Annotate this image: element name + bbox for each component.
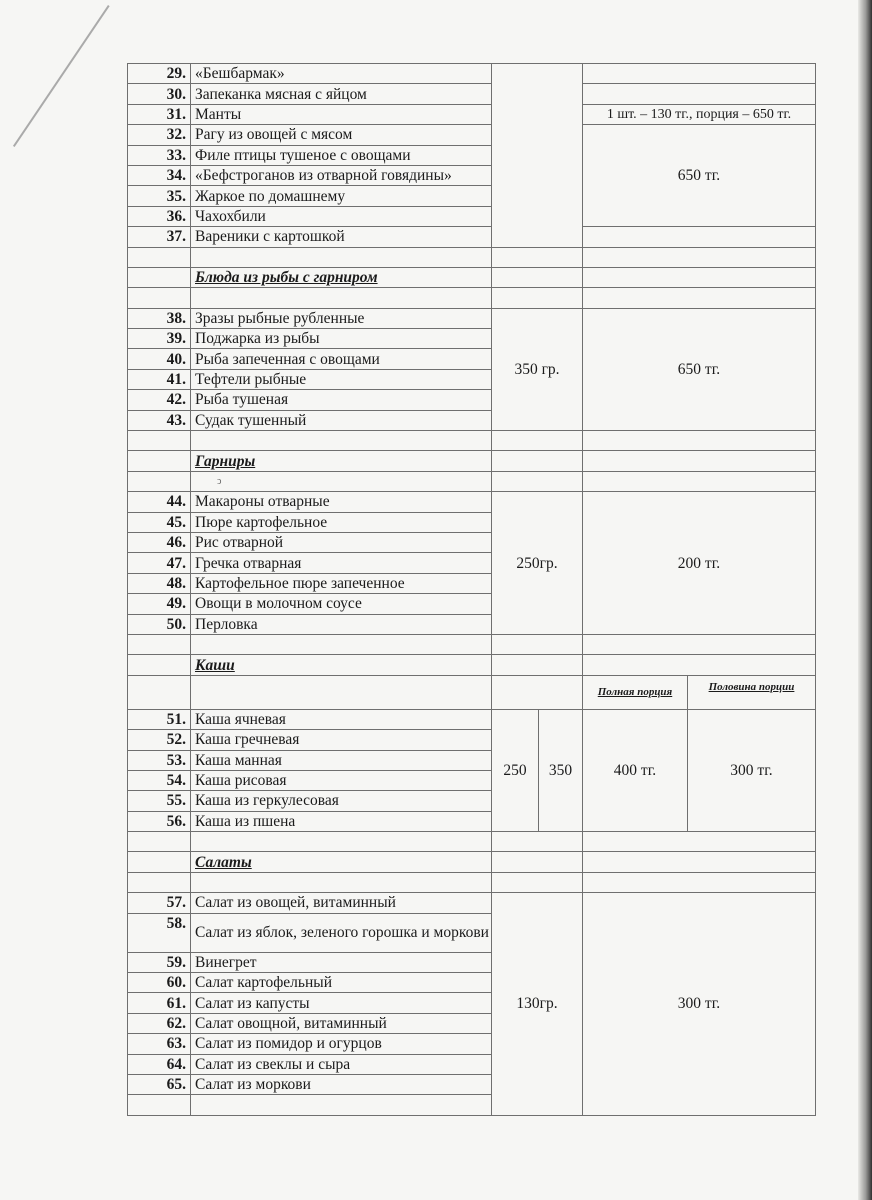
item-name: Поджарка из рыбы (191, 329, 492, 349)
table-row (128, 104, 816, 124)
table-row (128, 709, 816, 729)
item-name: Чахохбили (191, 206, 492, 226)
item-number: 39. (128, 329, 191, 349)
table-row (128, 64, 816, 84)
item-name: Рагу из овощей с мясом (191, 125, 492, 145)
item-name: Салат из моркови (191, 1074, 492, 1094)
item-name: Каша из геркулесовая (191, 791, 492, 811)
item-name: Картофельное пюре запеченное (191, 573, 492, 593)
item-name: Салат из капусты (191, 993, 492, 1013)
scan-artifact-line (13, 5, 110, 147)
table-row (128, 893, 816, 913)
item-number: 43. (128, 410, 191, 430)
meat-price: 650 тг. (583, 125, 816, 227)
price-cell (583, 227, 816, 247)
item-name: Рыба тушеная (191, 390, 492, 410)
item-name: Пюре картофельное (191, 512, 492, 532)
table-row (128, 125, 816, 145)
porridge-price-half: 300 тг. (688, 709, 816, 831)
spacer-row (128, 471, 816, 491)
item-name: «Бешбармак» (191, 64, 492, 84)
full-portion-header: Полная порция (583, 675, 688, 709)
item-number: 38. (128, 308, 191, 328)
item-name: Салат из овощей, витаминный (191, 893, 492, 913)
item-number: 58. (128, 913, 191, 952)
item-name: Каша ячневая (191, 709, 492, 729)
item-number: 50. (128, 614, 191, 634)
item-name: Салат из свеклы и сыра (191, 1054, 492, 1074)
item-number: 53. (128, 750, 191, 770)
porridge-price-full: 400 тг. (583, 709, 688, 831)
item-number: 32. (128, 125, 191, 145)
item-number: 57. (128, 893, 191, 913)
price-cell (583, 64, 816, 84)
item-name: Гречка отварная (191, 553, 492, 573)
table-row (128, 492, 816, 512)
garnish-weight: 250гр. (492, 492, 583, 635)
item-name: Судак тушенный (191, 410, 492, 430)
spacer-row (128, 634, 816, 654)
section-row (128, 655, 816, 675)
price-cell (583, 84, 816, 104)
table-row (128, 84, 816, 104)
item-number: 44. (128, 492, 191, 512)
item-name: Винегрет (191, 952, 492, 972)
subheader-row (128, 675, 816, 709)
item-name: Зразы рыбные рубленные (191, 308, 492, 328)
item-name: Салат из яблок, зеленого горошка и моркови (191, 913, 492, 952)
item-number: 33. (128, 145, 191, 165)
menu-price-table (127, 63, 816, 1116)
item-number: 42. (128, 390, 191, 410)
item-number: 64. (128, 1054, 191, 1074)
porridge-weight-half: 250 (492, 709, 539, 831)
scan-edge (858, 0, 872, 1200)
section-title-porridge: Каши (191, 655, 492, 675)
item-name: Салат из помидор и огурцов (191, 1034, 492, 1054)
item-number: 34. (128, 165, 191, 185)
item-number: 60. (128, 973, 191, 993)
item-number: 41. (128, 369, 191, 389)
item-name: Каша рисовая (191, 770, 492, 790)
item-number: 48. (128, 573, 191, 593)
item-number: 47. (128, 553, 191, 573)
item-number: 59. (128, 952, 191, 972)
item-name: Вареники с картошкой (191, 227, 492, 247)
spacer-row (128, 872, 816, 892)
item-name: Овощи в молочном соусе (191, 594, 492, 614)
spacer-row (128, 431, 816, 451)
salads-price: 300 тг. (583, 893, 816, 1116)
item-number: 45. (128, 512, 191, 532)
fish-price: 650 тг. (583, 308, 816, 430)
item-number: 55. (128, 791, 191, 811)
item-name: Салат картофельный (191, 973, 492, 993)
item-number: 63. (128, 1034, 191, 1054)
half-portion-header: Половина порции (688, 675, 816, 709)
item-name: Тефтели рыбные (191, 369, 492, 389)
section-row (128, 852, 816, 872)
stray-mark: ↄ (191, 471, 492, 491)
section-title-salads: Салаты (191, 852, 492, 872)
section-row (128, 267, 816, 287)
item-number: 35. (128, 186, 191, 206)
item-name: Каша манная (191, 750, 492, 770)
item-number: 40. (128, 349, 191, 369)
spacer-row (128, 247, 816, 267)
item-number: 54. (128, 770, 191, 790)
item-number: 31. (128, 104, 191, 124)
spacer-row (128, 288, 816, 308)
item-number: 61. (128, 993, 191, 1013)
item-number: 46. (128, 532, 191, 552)
item-name: Филе птицы тушеное с овощами (191, 145, 492, 165)
table-row (128, 308, 816, 328)
item-name: Манты (191, 104, 492, 124)
spacer-row (128, 832, 816, 852)
item-number: 37. (128, 227, 191, 247)
item-number: 30. (128, 84, 191, 104)
item-name: Жаркое по домашнему (191, 186, 492, 206)
item-number: 56. (128, 811, 191, 831)
section-title-fish: Блюда из рыбы с гарниром (191, 267, 492, 287)
item-name: Рис отварной (191, 532, 492, 552)
salads-weight: 130гр. (492, 893, 583, 1116)
section-title-garnish: Гарниры (191, 451, 492, 471)
item-name: Макароны отварные (191, 492, 492, 512)
item-name: Запеканка мясная с яйцом (191, 84, 492, 104)
weight-cell (492, 64, 583, 248)
item-number: 36. (128, 206, 191, 226)
manty-price: 1 шт. – 130 тг., порция – 650 тг. (583, 104, 816, 124)
porridge-weight-full: 350 (539, 709, 583, 831)
table-row (128, 227, 816, 247)
section-row (128, 451, 816, 471)
item-name: Салат овощной, витаминный (191, 1013, 492, 1033)
item-name: Каша гречневая (191, 730, 492, 750)
fish-weight: 350 гр. (492, 308, 583, 430)
item-number: 51. (128, 709, 191, 729)
garnish-price: 200 тг. (583, 492, 816, 635)
item-name: Рыба запеченная с овощами (191, 349, 492, 369)
item-number: 49. (128, 594, 191, 614)
item-name: «Бефстроганов из отварной говядины» (191, 165, 492, 185)
item-number: 62. (128, 1013, 191, 1033)
item-name: Перловка (191, 614, 492, 634)
item-number: 52. (128, 730, 191, 750)
item-number: 29. (128, 64, 191, 84)
item-number: 65. (128, 1074, 191, 1094)
item-name: Каша из пшена (191, 811, 492, 831)
